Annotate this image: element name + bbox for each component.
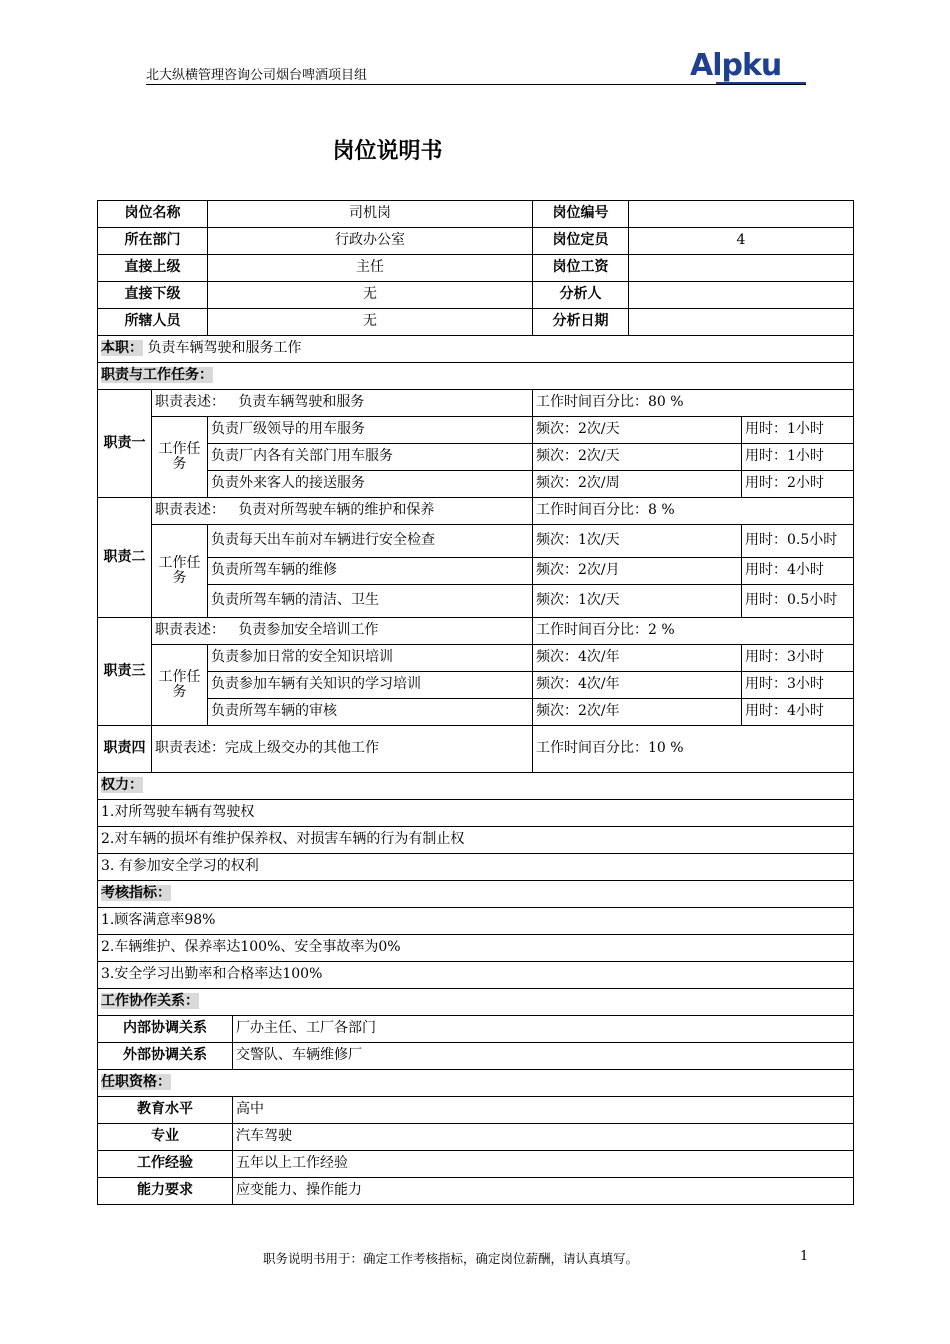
list-item <box>98 827 854 854</box>
task-row <box>98 471 854 498</box>
major-label: 专业 <box>98 1124 233 1151</box>
education: 高中 <box>233 1097 854 1124</box>
section-row <box>98 773 854 800</box>
duty-percent: 工作时间百分比：2 % <box>533 618 854 645</box>
task-label: 工作任务 <box>152 645 208 726</box>
task-frequency: 频次：4次/年 <box>533 672 742 699</box>
task-time: 用时：3小时 <box>742 672 854 699</box>
duty-desc: 职责表述：完成上级交办的其他工作 <box>152 726 533 773</box>
kpi-item: 1.顾客满意率98% <box>98 908 854 935</box>
task-row <box>98 672 854 699</box>
duty-desc: 负责参加安全培训工作 <box>238 622 379 639</box>
duty-percent: 工作时间百分比：8 % <box>533 498 854 525</box>
list-item <box>98 800 854 827</box>
task-text: 负责每天出车前对车辆进行安全检查 <box>208 525 533 558</box>
task-row <box>98 525 854 558</box>
info-row <box>98 201 854 228</box>
duty-desc: 负责对所驾驶车辆的维护和保养 <box>238 502 435 519</box>
task-text: 负责参加日常的安全知识培训 <box>208 645 533 672</box>
task-time: 用时：1小时 <box>742 417 854 444</box>
duty-row <box>98 726 854 773</box>
task-text: 负责所驾车辆的维修 <box>208 558 533 585</box>
external-relations: 交警队、车辆维修厂 <box>233 1043 854 1070</box>
info-row <box>98 309 854 336</box>
analyst <box>629 282 854 309</box>
task-frequency: 频次：1次/天 <box>533 525 742 558</box>
section-title: 职责与工作任务： <box>101 367 213 384</box>
qualification-row <box>98 1124 854 1151</box>
quota-label: 岗位定员 <box>533 228 629 255</box>
section-title: 工作协作关系： <box>101 993 199 1010</box>
main-duty-text: 负责车辆驾驶和服务工作 <box>147 340 302 357</box>
relation-row <box>98 1043 854 1070</box>
task-frequency: 频次：1次/天 <box>533 585 742 618</box>
kpi-item: 3.安全学习出勤率和合格率达100% <box>98 962 854 989</box>
task-time: 用时：2小时 <box>742 471 854 498</box>
subordinate-label: 直接下级 <box>98 282 208 309</box>
list-item <box>98 962 854 989</box>
staff-label: 所辖人员 <box>98 309 208 336</box>
info-row <box>98 282 854 309</box>
page-title: 岗位说明书 <box>332 139 443 164</box>
task-frequency: 频次：2次/天 <box>533 417 742 444</box>
task-text: 负责参加车辆有关知识的学习培训 <box>208 672 533 699</box>
task-label: 工作任务 <box>152 525 208 618</box>
dept-label: 所在部门 <box>98 228 208 255</box>
info-row <box>98 228 854 255</box>
duty-row <box>98 618 854 645</box>
task-row <box>98 645 854 672</box>
footer-note: 职务说明书用于：确定工作考核指标，确定岗位薪酬，请认真填写。 <box>263 1251 639 1266</box>
ability-label: 能力要求 <box>98 1178 233 1205</box>
duty-label: 职责三 <box>98 618 152 726</box>
power-item: 1.对所驾驶车辆有驾驶权 <box>98 800 854 827</box>
analyst-label: 分析人 <box>533 282 629 309</box>
experience: 五年以上工作经验 <box>233 1151 854 1178</box>
list-item <box>98 908 854 935</box>
task-text: 负责厂级领导的用车服务 <box>208 417 533 444</box>
task-frequency: 频次：4次/年 <box>533 645 742 672</box>
list-item <box>98 854 854 881</box>
desc-label: 职责表述： <box>155 394 225 411</box>
external-label: 外部协调关系 <box>98 1043 233 1070</box>
duty-percent: 工作时间百分比：10 % <box>533 726 854 773</box>
code-label: 岗位编号 <box>533 201 629 228</box>
section-title: 任职资格： <box>101 1074 171 1091</box>
task-row <box>98 417 854 444</box>
headcount: 4 <box>629 228 854 255</box>
analysis-date <box>629 309 854 336</box>
department: 行政办公室 <box>208 228 533 255</box>
page-number: 1 <box>800 1249 809 1264</box>
position-name: 司机岗 <box>208 201 533 228</box>
superior-label: 直接上级 <box>98 255 208 282</box>
task-frequency: 频次：2次/天 <box>533 444 742 471</box>
task-time: 用时：1小时 <box>742 444 854 471</box>
direct-superior: 主任 <box>208 255 533 282</box>
qualification-row <box>98 1151 854 1178</box>
relation-row <box>98 1016 854 1043</box>
section-title: 考核指标： <box>101 885 171 902</box>
power-item: 2.对车辆的损坏有维护保养权、对损害车辆的行为有制止权 <box>98 827 854 854</box>
task-time: 用时：4小时 <box>742 558 854 585</box>
name-label: 岗位名称 <box>98 201 208 228</box>
section-row <box>98 989 854 1016</box>
main-duty-row <box>98 336 854 363</box>
duty-row <box>98 390 854 417</box>
duty-row <box>98 498 854 525</box>
header-rule <box>146 84 806 85</box>
qualification-row <box>98 1097 854 1124</box>
task-frequency: 频次：2次/周 <box>533 471 742 498</box>
task-frequency: 频次：2次/年 <box>533 699 742 726</box>
task-row <box>98 558 854 585</box>
company-logo: Alpku <box>690 48 782 83</box>
section-row <box>98 1070 854 1097</box>
section-title: 权力： <box>101 777 143 794</box>
task-text: 负责外来客人的接送服务 <box>208 471 533 498</box>
task-label: 工作任务 <box>152 417 208 498</box>
power-item: 3. 有参加安全学习的权利 <box>98 854 854 881</box>
job-description-table <box>97 200 854 1205</box>
task-frequency: 频次：2次/月 <box>533 558 742 585</box>
date-label: 分析日期 <box>533 309 629 336</box>
staff: 无 <box>208 309 533 336</box>
duty-label: 职责四 <box>98 726 152 773</box>
qualification-row <box>98 1178 854 1205</box>
experience-label: 工作经验 <box>98 1151 233 1178</box>
duty-desc: 负责车辆驾驶和服务 <box>238 394 365 411</box>
task-time: 用时：3小时 <box>742 645 854 672</box>
internal-label: 内部协调关系 <box>98 1016 233 1043</box>
list-item <box>98 935 854 962</box>
kpi-item: 2.车辆维护、保养率达100%、安全事故率为0% <box>98 935 854 962</box>
direct-subordinate: 无 <box>208 282 533 309</box>
main-duty-label: 本职： <box>101 340 143 357</box>
task-text: 负责所驾车辆的清洁、卫生 <box>208 585 533 618</box>
internal-relations: 厂办主任、工厂各部门 <box>233 1016 854 1043</box>
education-label: 教育水平 <box>98 1097 233 1124</box>
section-row <box>98 363 854 390</box>
task-time: 用时：4小时 <box>742 699 854 726</box>
section-row <box>98 881 854 908</box>
header-org: 北大纵横管理咨询公司烟台啤酒项目组 <box>146 68 368 83</box>
task-text: 负责厂内各有关部门用车服务 <box>208 444 533 471</box>
task-row <box>98 444 854 471</box>
salary <box>629 255 854 282</box>
task-text: 负责所驾车辆的审核 <box>208 699 533 726</box>
info-row <box>98 255 854 282</box>
duty-label: 职责一 <box>98 390 152 498</box>
position-code <box>629 201 854 228</box>
duty-percent: 工作时间百分比：80 % <box>533 390 854 417</box>
task-row <box>98 585 854 618</box>
task-time: 用时：0.5小时 <box>742 585 854 618</box>
task-time: 用时：0.5小时 <box>742 525 854 558</box>
ability: 应变能力、操作能力 <box>233 1178 854 1205</box>
salary-label: 岗位工资 <box>533 255 629 282</box>
major: 汽车驾驶 <box>233 1124 854 1151</box>
task-row <box>98 699 854 726</box>
desc-label: 职责表述： <box>155 502 225 519</box>
duty-label: 职责二 <box>98 498 152 618</box>
desc-label: 职责表述： <box>155 622 225 639</box>
